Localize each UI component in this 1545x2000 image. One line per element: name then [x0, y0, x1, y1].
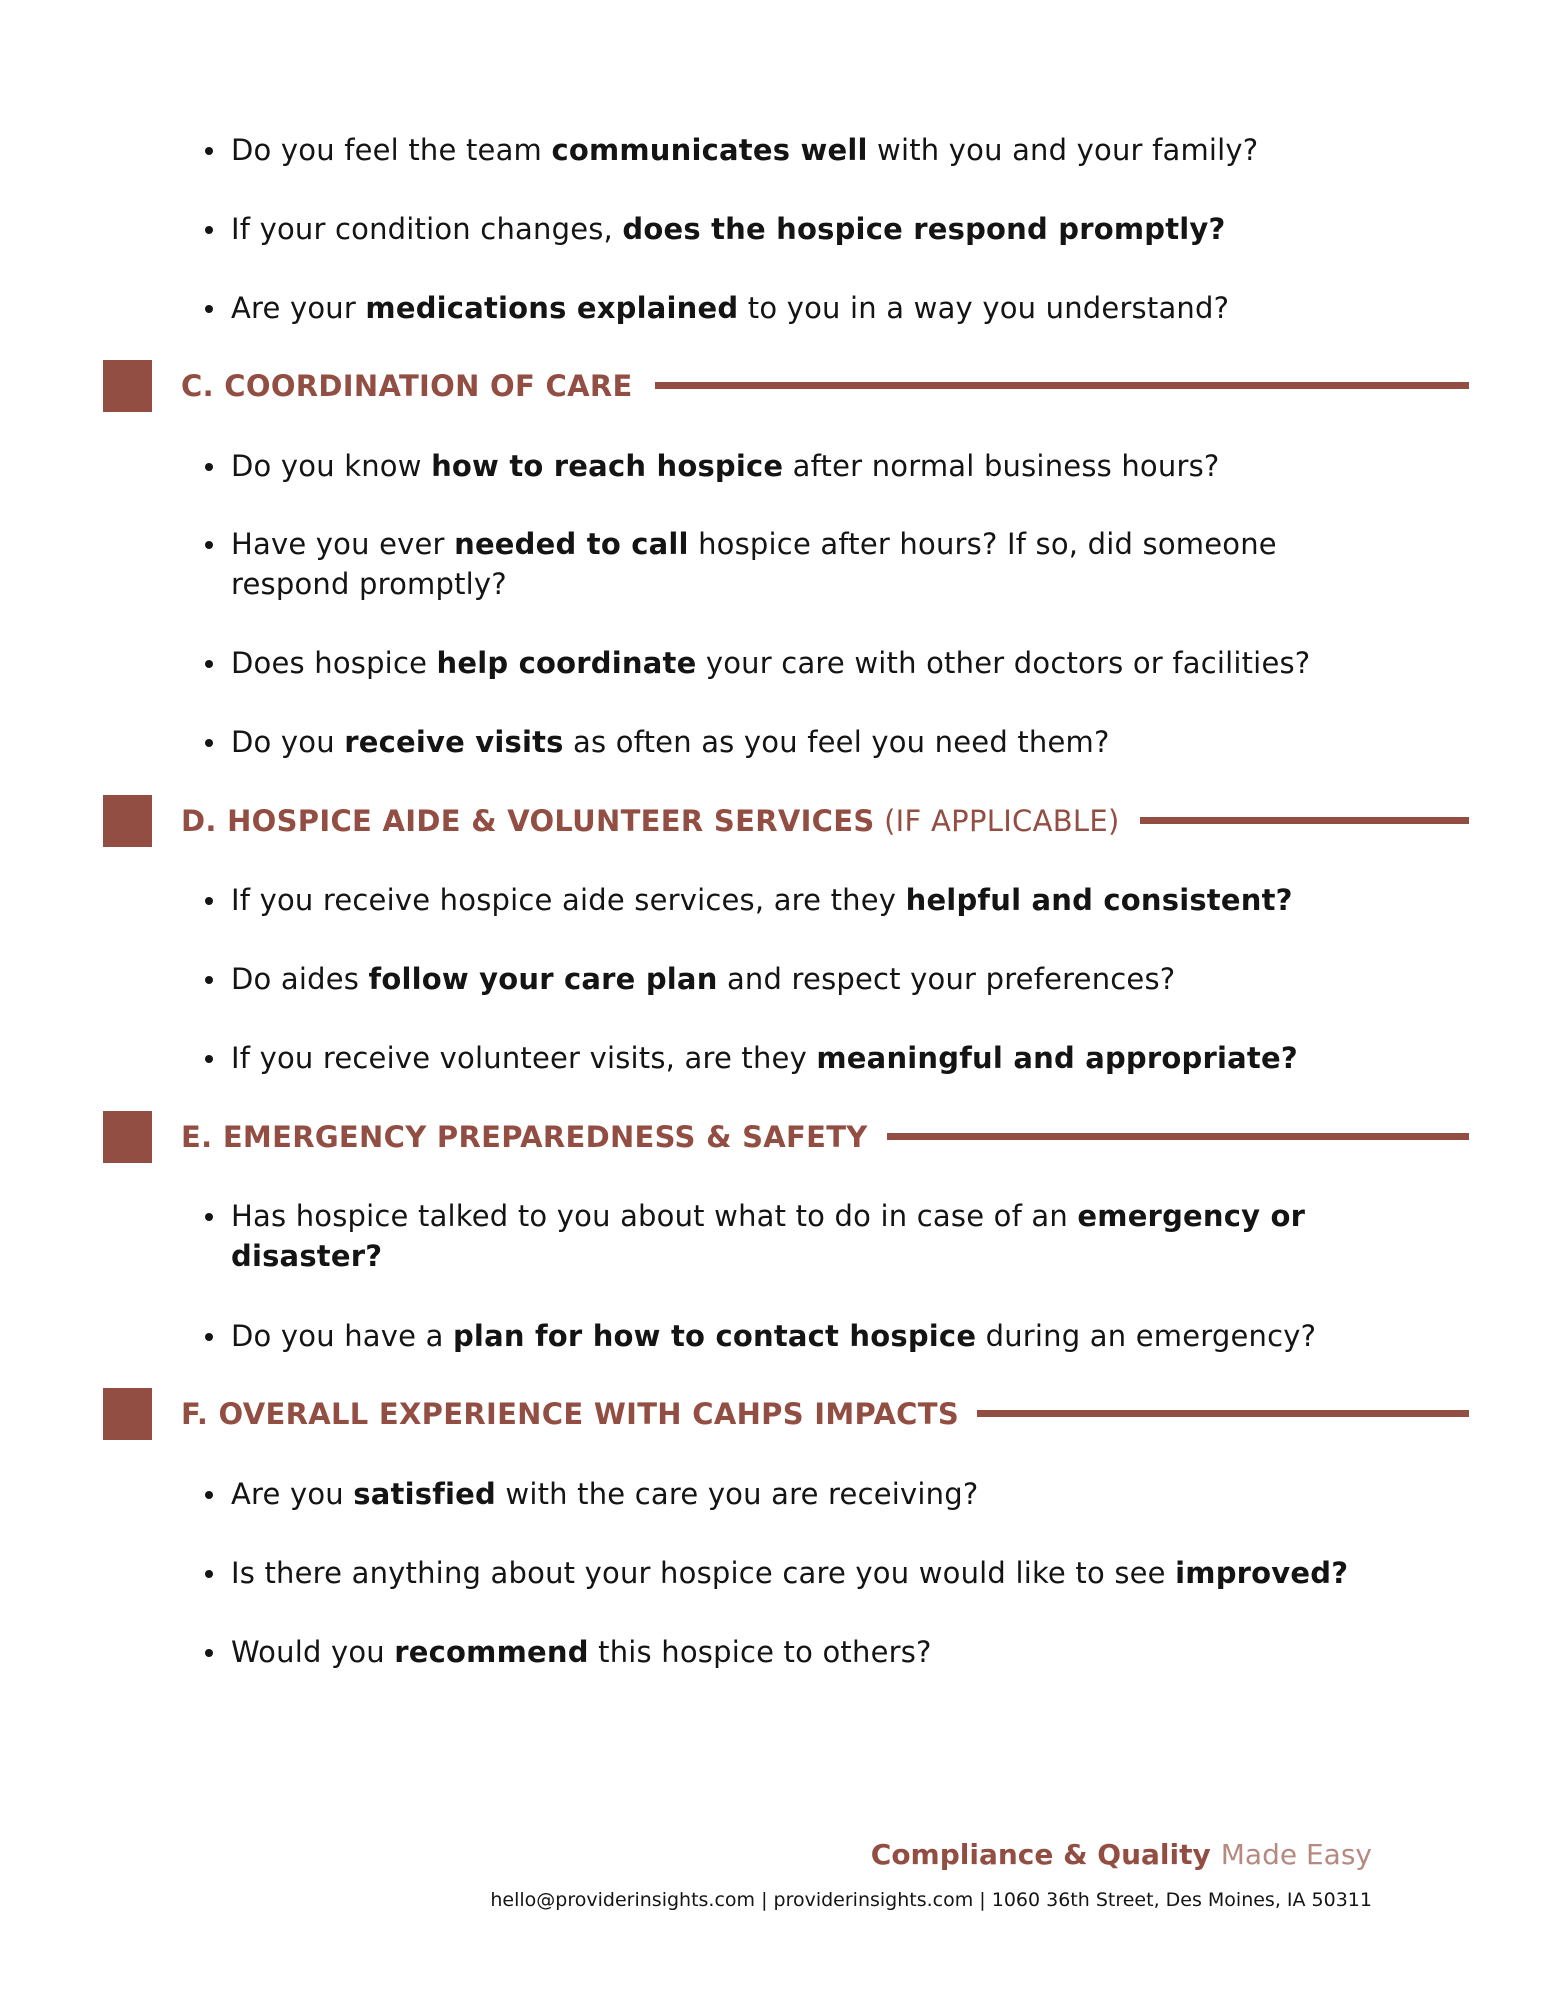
list-item: [231, 1553, 1391, 1593]
emphasis-text: recommend: [394, 1635, 589, 1669]
section-marker-square: [103, 1111, 152, 1163]
emphasis-text: communicates well: [551, 133, 868, 167]
section-title: C. COORDINATION OF CARE: [181, 369, 633, 403]
body-text: Are your: [231, 291, 366, 325]
body-text: with you and your family?: [867, 133, 1259, 167]
body-text: as often as you feel you need them?: [563, 725, 1110, 759]
emphasis-text: satisfied: [353, 1477, 496, 1511]
body-text: to you in a way you understand?: [738, 291, 1230, 325]
body-text: Would you: [231, 1635, 395, 1669]
section-header-d: [0, 795, 1545, 847]
list-item: [231, 1474, 1391, 1514]
list-item: [231, 130, 1391, 170]
body-text: Has hospice talked to you about what to do in case of an: [231, 1199, 1078, 1233]
emphasis-text: how to reach hospice: [431, 449, 784, 483]
section-title: E. EMERGENCY PREPAREDNESS & SAFETY: [181, 1120, 868, 1154]
section-marker-square: [103, 360, 152, 412]
tagline-strong: Compliance & Quality: [870, 1838, 1211, 1871]
emphasis-text: medications explained: [365, 291, 739, 325]
section-header-c: [0, 360, 1545, 412]
body-text: Have you ever: [231, 527, 455, 561]
emphasis-text: follow your care plan: [368, 962, 718, 996]
list-item: [231, 722, 1391, 762]
list-item: [231, 1038, 1391, 1078]
body-text: your care with other doctors or facilities?: [696, 646, 1311, 680]
body-text: hospice after hours? If so, did someone respond promptly?: [231, 527, 1277, 601]
section-marker-square: [103, 795, 152, 847]
section-divider-line: [655, 382, 1469, 389]
emphasis-text: improved?: [1175, 1556, 1349, 1590]
list-item: [231, 880, 1391, 920]
body-text: Is there anything about your hospice care you would like to see: [231, 1556, 1176, 1590]
list-item: [231, 524, 1391, 604]
body-text: If your condition changes,: [231, 212, 623, 246]
section-title-suffix: (IF APPLICABLE): [874, 804, 1120, 838]
body-text: Are you: [231, 1477, 354, 1511]
body-text: If you receive hospice aide services, are they: [231, 883, 906, 917]
footer-tagline: [871, 1836, 1372, 1874]
body-text: If you receive volunteer visits, are they: [231, 1041, 817, 1075]
section-title: D. HOSPICE AIDE & VOLUNTEER SERVICES (IF APPLICABLE): [181, 804, 1120, 838]
section-divider-line: [977, 1410, 1469, 1417]
list-item: [231, 288, 1391, 328]
list-item: [231, 959, 1391, 999]
body-text: Do you: [231, 725, 345, 759]
body-text: Do you have a: [231, 1319, 453, 1353]
emphasis-text: does the hospice respond promptly?: [622, 212, 1226, 246]
emphasis-text: plan for how to contact hospice: [452, 1319, 977, 1353]
section-header-e: [0, 1111, 1545, 1163]
list-item: [231, 446, 1391, 486]
section-header-f: [0, 1388, 1545, 1440]
list-item: [231, 1632, 1391, 1672]
footer-contact: hello@providerinsights.com | providerinsights.com | 1060 36th Street, Des Moines, IA 50311: [490, 1889, 1372, 1911]
list-item: [231, 643, 1391, 683]
list-item: [231, 1316, 1391, 1356]
body-text: Do aides: [231, 962, 369, 996]
emphasis-text: meaningful and appropriate?: [816, 1041, 1298, 1075]
list-item: [231, 209, 1391, 249]
body-text: during an emergency?: [976, 1319, 1317, 1353]
section-marker-square: [103, 1388, 152, 1440]
section-divider-line: [887, 1133, 1469, 1140]
body-text: and respect your preferences?: [717, 962, 1176, 996]
body-text: Does hospice: [231, 646, 437, 680]
body-text: after normal business hours?: [783, 449, 1220, 483]
section-divider-line: [1140, 817, 1469, 824]
body-text: this hospice to others?: [588, 1635, 932, 1669]
body-text: with the care you are receiving?: [495, 1477, 979, 1511]
emphasis-text: needed to call: [454, 527, 689, 561]
emphasis-text: helpful and consistent?: [905, 883, 1293, 917]
body-text: Do you feel the team: [231, 133, 552, 167]
list-item: [231, 1196, 1391, 1276]
emphasis-text: help coordinate: [436, 646, 697, 680]
tagline-light: Made Easy: [1220, 1838, 1372, 1871]
section-title: F. OVERALL EXPERIENCE WITH CAHPS IMPACTS: [181, 1397, 960, 1431]
body-text: Do you know: [231, 449, 432, 483]
emphasis-text: emergency or disaster?: [231, 1199, 1306, 1273]
emphasis-text: receive visits: [344, 725, 564, 759]
